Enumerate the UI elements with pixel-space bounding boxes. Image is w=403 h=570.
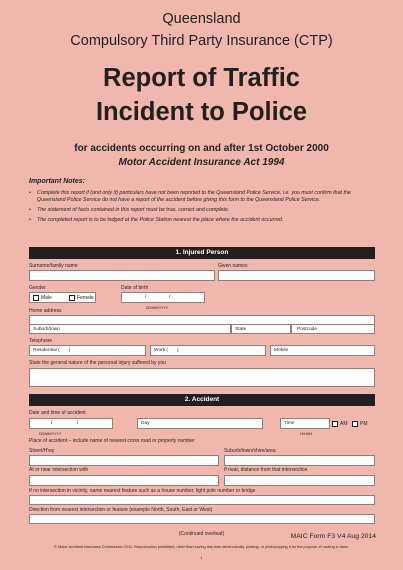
place-label: Place of accident – include name of nearest cross road or property number <box>29 438 195 444</box>
am-label: AM <box>340 421 348 427</box>
date-separator: / <box>51 420 53 426</box>
notes-title: Important Notes: <box>29 178 85 185</box>
accident-day-field[interactable] <box>137 418 263 429</box>
dob-field[interactable] <box>121 292 205 303</box>
notes-list <box>29 190 374 227</box>
page-number: 1 <box>200 556 203 560</box>
distance-field[interactable] <box>224 475 375 486</box>
date-separator: / <box>77 420 79 426</box>
section-accident-header: 2. Accident <box>29 394 375 406</box>
form-number: MAIC Form F3 V4 Aug 2014 <box>290 533 376 540</box>
postcode-label: Postcode <box>297 327 318 332</box>
accident-date-field[interactable] <box>29 418 113 429</box>
female-checkbox[interactable] <box>69 295 75 301</box>
time-format-hint: HH:MM <box>300 432 312 436</box>
suburb-area-label: Suburb/town/shire/area <box>224 448 276 454</box>
suburb-field[interactable] <box>29 324 231 334</box>
accident-time-field[interactable] <box>280 418 330 429</box>
form-title-line2: Incident to Police <box>95 98 308 126</box>
male-checkbox[interactable] <box>33 295 39 301</box>
form-subtitle: for accidents occurring on and after 1st October 2000 <box>74 143 329 154</box>
given-names-label: Given names <box>218 263 248 269</box>
intersection-label: At or near intersection with <box>29 467 89 473</box>
work-phone-field[interactable] <box>150 345 266 356</box>
landmark-label: If no intersection in vicinity, name nearest feature such as a house number, light pole number or bridge <box>29 488 256 494</box>
dob-format-hint: DD/MM/YYYY <box>146 306 169 310</box>
time-label: Time <box>284 421 295 426</box>
paren-close: ) <box>68 348 71 353</box>
suburb-area-field[interactable] <box>224 455 375 466</box>
male-label: Male <box>41 295 52 301</box>
telephone-label: Telephone <box>29 338 53 344</box>
suburb-label: Suburb/town <box>33 327 60 332</box>
postcode-field[interactable] <box>291 324 375 334</box>
pm-label: PM <box>360 421 368 427</box>
direction-field[interactable] <box>29 514 375 524</box>
header-line2: Compulsory Third Party Insurance (CTP) <box>70 33 333 49</box>
accident-datetime-label: Date and time of accident <box>29 410 86 416</box>
state-label: State <box>235 327 247 332</box>
direction-label: Direction from nearest intersection or feature (example North, South, East or West) <box>29 507 213 513</box>
given-names-field[interactable] <box>218 270 375 281</box>
street-field[interactable] <box>29 455 219 466</box>
home-address-label: Home address <box>29 308 62 314</box>
mobile-phone-field[interactable] <box>270 345 375 356</box>
residential-phone-field[interactable] <box>29 345 146 356</box>
street-label: Street/H'wy <box>29 448 55 454</box>
gender-label: Gender <box>29 285 46 291</box>
injury-label: State the general nature of the personal injury suffered by you <box>29 360 166 366</box>
pm-checkbox[interactable] <box>352 421 358 427</box>
distance-label: If near, distance from that intersection <box>224 467 308 473</box>
landmark-field[interactable] <box>29 495 375 505</box>
continued-note: (Continued overleaf) <box>178 531 225 537</box>
intersection-field[interactable] <box>29 475 219 486</box>
surname-label: Surname/family name <box>29 263 78 269</box>
date-separator: / <box>169 294 171 300</box>
am-checkbox[interactable] <box>332 421 338 427</box>
residential-label: Residential ( <box>33 348 60 353</box>
copyright-notice: © Motor Accident Insurance Commission 2011. Reproduction prohibited, other than saving this form electronically, printing, or photocopying it for the purpose of making a claim. <box>54 545 349 549</box>
header-line1: Queensland <box>162 11 241 27</box>
paren-close: ) <box>177 348 179 353</box>
date-separator: / <box>145 294 147 300</box>
female-label: Female <box>77 295 94 301</box>
note-item: • Complete this report if (and only if) particulars have not been reported to the Queensland Police Service, i.e. you must confirm that the Queensland Police Service do not have a report of the accident before giving this form to the Queensland Police Service. <box>29 190 374 204</box>
mobile-label: Mobile <box>274 348 289 353</box>
dob-label: Date of birth <box>121 285 149 291</box>
accident-date-format-hint: DD/MM/YYYY <box>39 432 62 436</box>
act-name: Motor Accident Insurance Act 1994 <box>118 157 285 168</box>
day-label: Day <box>141 421 150 426</box>
section-injured-person-header: 1. Injured Person <box>29 247 375 259</box>
form-title-line1: Report of Traffic <box>103 64 300 92</box>
state-field[interactable] <box>231 324 291 334</box>
note-item: • The completed report is to be lodged at the Police Station nearest the place where the accident occurred. <box>29 217 374 224</box>
work-label: Work ( <box>154 348 169 353</box>
surname-field[interactable] <box>29 270 215 281</box>
injury-description-field[interactable] <box>29 368 375 387</box>
note-item: • The statement of facts contained in this report must be true, correct and complete. <box>29 207 374 214</box>
